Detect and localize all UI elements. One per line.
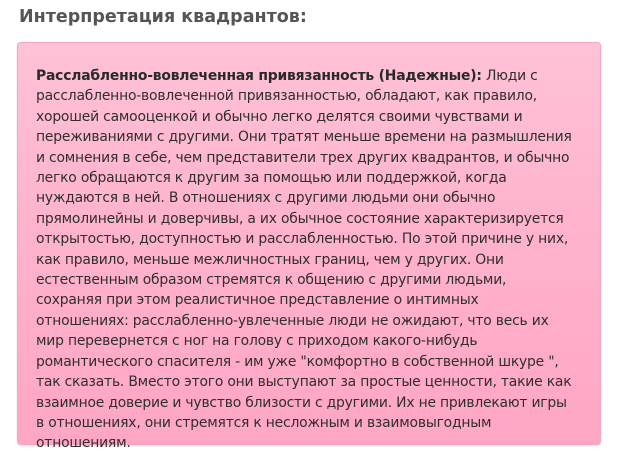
quadrant-description <box>36 66 572 454</box>
section-heading: Интерпретация квадрантов: <box>19 7 307 27</box>
quadrant-title: Расслабленно-вовлеченная привязанность (Надежные): <box>36 68 482 84</box>
quadrant-description-panel <box>17 42 601 452</box>
quadrant-body-text: Люди с расслабленно-вовлеченной привязанностью, обладают, как правило, хорошей самооценкой и обычно легко делятся своими чувствами и переживаниями с другими. Они тратят меньше времени на размышления и сомнения в себе, чем представители трех других квадрантов, и обычно легко обращаются к другим за помощью или поддержкой, когда нуждаются в ней. В отношениях с другими людьми они обычно прямолинейны и доверчивы, а их обычное состояние характеризируется открытостью, доступностью и расслабленностью. По этой причине у них, как правило, меньше межличностных границ, чем у других. Они естественным образом стремятся к общению с другими людьми, сохраняя при этом реалистичное представление о интимных отношениях: расслабленно-увлеченные люди не ожидают, что весь их мир перевернется с ног на голову с приходом какого-нибудь романтического спасителя - им уже "комфортно в собственной шкуре ", так сказать. Вместо этого они выступают за простые ценности, такие как взаимное доверие и чувство близости с другими. Их не привлекают игры в отношениях, они стремятся к несложным и взаимовыгодным отношениям. <box>36 68 572 452</box>
